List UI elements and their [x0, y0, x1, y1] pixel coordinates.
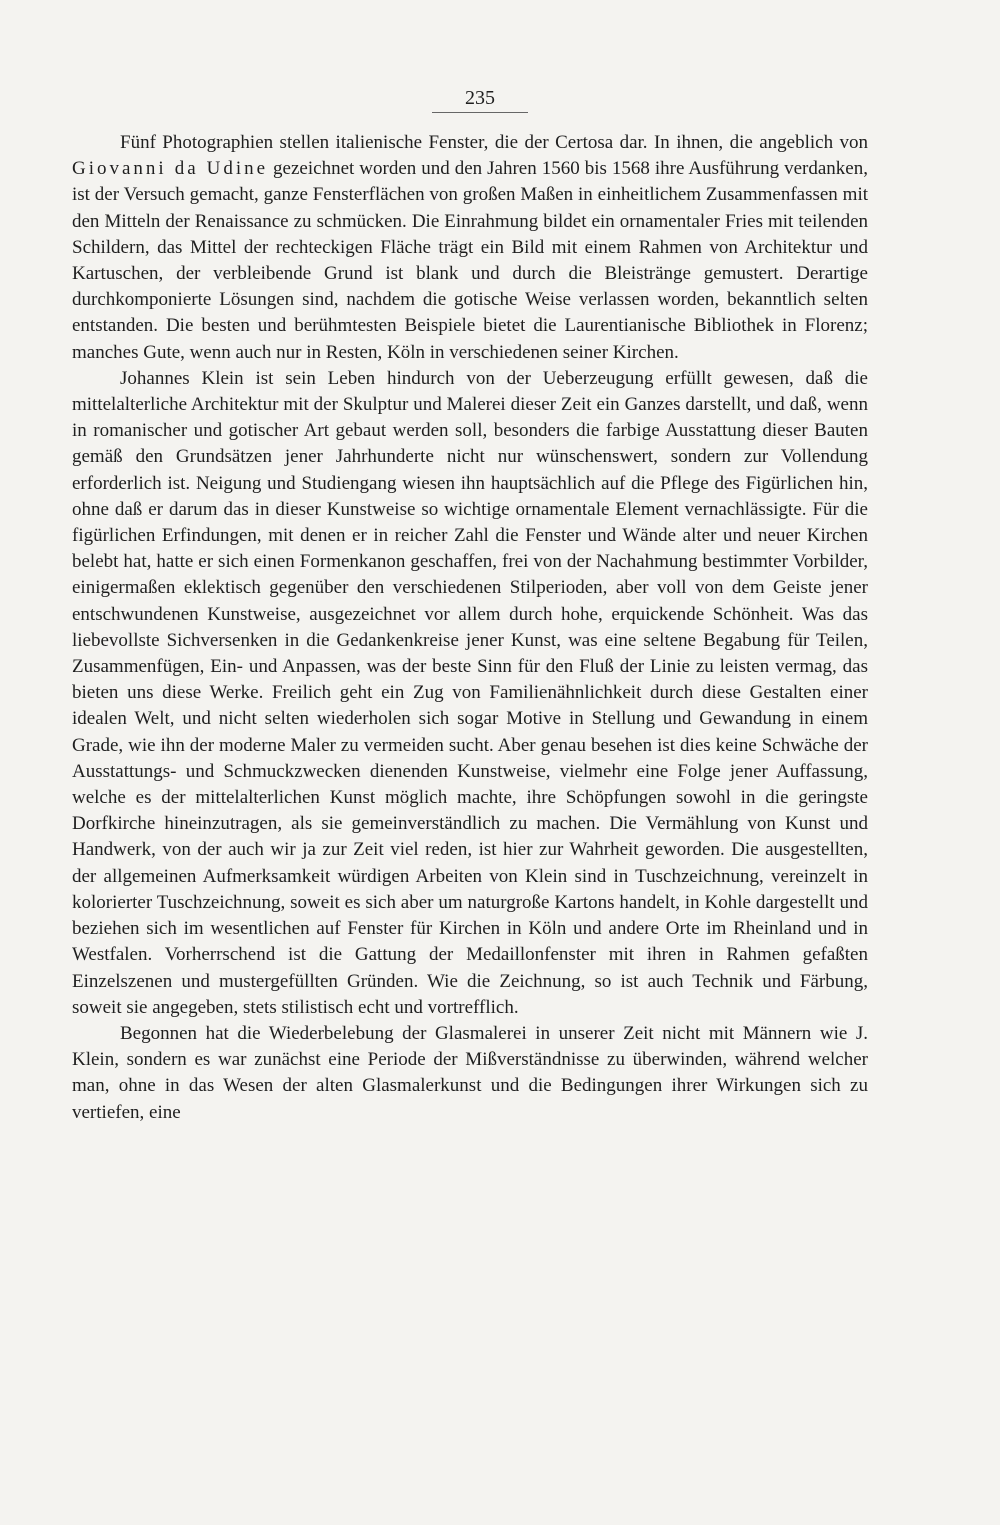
paragraph-1: [72, 130, 868, 366]
paragraph-3: Begonnen hat die Wiederbelebung der Glasmalerei in unserer Zeit nicht mit Männern wie J. Klein, sondern es war zunächst eine Periode der Mißverständnisse zu überwinden, während welcher man, ohne in das Wesen der alten Glasmalerkunst und die Bedingungen ihrer Wirkungen sich zu vertiefen, eine: [72, 1022, 868, 1123]
paragraph-1-text-end: gezeichnet worden und den Jahren 1560 bis 1568 ihre Ausführung verdanken, ist der Versuch gemacht, ganze Fensterflächen von großen Maßen in einheitlichem Zusammenfassen mit den Mitteln der Renaissance zu schmücken. Die Einrahmung bildet ein ornamentaler Fries mit teilenden Schildern, das Mittel der rechteckigen Fläche trägt ein Bild mit einem Rahmen von Architektur und Kartuschen, der verbleibende Grund ist blank und durch die Bleistränge gemustert. Derartige durchkomponierte Lösungen sind, nachdem die gotische Weise verlassen worden, bekanntlich selten entstanden. Die besten und berühmtesten Beispiele bietet die Laurentianische Bibliothek in Florenz; manches Gute, wenn auch nur in Resten, Köln in verschiedenen seiner Kirchen.: [72, 158, 868, 363]
page-number: 235: [432, 86, 528, 113]
body-text: [72, 130, 868, 1126]
paragraph-1-text-start: Fünf Photographien stellen italienische Fenster, die der Certosa dar. In ihnen, die angeblich von: [120, 132, 868, 153]
paragraph-2: Johannes Klein ist sein Leben hindurch von der Ueberzeugung erfüllt gewesen, daß die mittelalterliche Architektur mit der Skulptur und Malerei dieser Zeit ein Ganzes darstellt, und daß, wenn in romanischer und gotischer Art gebaut werden soll, besonders die farbige Ausstattung dieser Bauten gemäß den Grundsätzen jener Jahrhunderte nicht nur wünschenswert, sondern zur Vollendung erforderlich ist. Neigung und Studiengang wiesen ihn hauptsächlich auf die Pflege des Figürlichen hin, ohne daß er darum das in dieser Kunstweise so wichtige ornamentale Element vernachlässigte. Für die figürlichen Erfindungen, mit denen er in reicher Zahl die Fenster und Wände alter und neuer Kirchen belebt hat, hatte er sich einen Formenkanon geschaffen, frei von der Nachahmung bestimmter Vorbilder, einigermaßen eklektisch gegenüber den verschiedenen Stilperioden, aber voll von dem Geiste jener entschwundenen Kunstweise, ausgezeichnet vor allem durch hohe, erquickende Schönheit. Was das liebevollste Sichversenken in die Gedankenkreise jener Kunst, was eine seltene Begabung für Teilen, Zusammenfügen, Ein- und Anpassen, was der beste Sinn für den Fluß der Linie zu leisten vermag, das bieten uns diese Werke. Freilich geht ein Zug von Familienähnlichkeit durch diese Gestalten einer idealen Welt, und nicht selten wiederholen sich sogar Motive in Stellung und Gewandung in einem Grade, wie ihn der moderne Maler zu vermeiden sucht. Aber genau besehen ist dies keine Schwäche der Ausstattungs- und Schmuckzwecken dienenden Kunstweise, vielmehr eine Folge jener Auffassung, welche es der mittelalterlichen Kunst möglich machte, ihre Schöpfungen sowohl in die geringste Dorfkirche hineinzutragen, als sie gemeinverständlich zu machen. Die Vermählung von Kunst und Handwerk, von der auch wir ja zur Zeit viel reden, ist hier zur Wahrheit geworden. Die ausgestellten, der allgemeinen Aufmerksamkeit würdigen Arbeiten von Klein sind in Tuschzeichnung, vereinzelt in kolorierter Tuschzeichnung, soweit es sich aber um naturgroße Kartons handelt, in Kohle dargestellt und beziehen sich im wesentlichen auf Fenster für Kirchen in Köln und andere Orte im Rheinland und in Westfalen. Vorherrschend ist die Gattung der Medaillonfenster mit ihren in Rahmen gefaßten Einzelszenen und mustergefüllten Gründen. Wie die Zeichnung, so ist auch Technik und Färbung, soweit sie angegeben, stets stilistisch echt und vortrefflich.: [72, 367, 868, 1018]
artist-name: Giovanni da Udine: [72, 158, 269, 180]
